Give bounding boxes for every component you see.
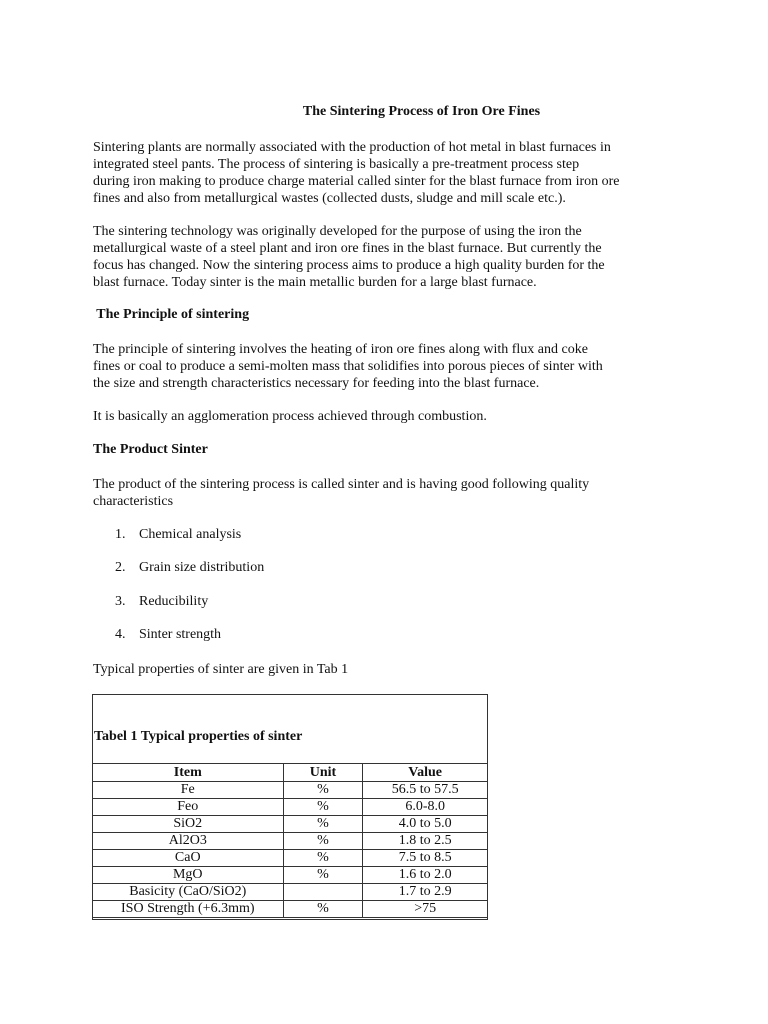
paragraph-table-intro: Typical properties of sinter are given in Tab 1	[93, 662, 349, 677]
table-row: ISO Strength (+6.3mm) % >75	[93, 901, 488, 918]
paragraph-agglomeration: It is basically an agglomeration process achieved through combustion.	[93, 409, 487, 424]
list-item: 2. Grain size distribution	[115, 560, 265, 575]
header-unit: Unit	[283, 764, 363, 782]
heading-product: The Product Sinter	[93, 442, 208, 457]
table-row: MgO % 1.6 to 2.0	[93, 867, 488, 884]
table-row: SiO2 % 4.0 to 5.0	[93, 816, 488, 833]
paragraph-technology: The sintering technology was originally developed for the purpose of using the iron the metallurgical waste of a steel plant and iron ore fines in the blast furnace. But currently the focus has changed. Now the sintering process aims to produce a high quality burden for the blast furnace. Today sinter is the main metallic burden for a large blast furnace.	[93, 224, 605, 290]
table-row: Feo % 6.0-8.0	[93, 799, 488, 816]
header-item: Item	[93, 764, 284, 782]
table-row: Al2O3 % 1.8 to 2.5	[93, 833, 488, 850]
list-item: 4. Sinter strength	[115, 627, 222, 642]
table-row: CaO % 7.5 to 8.5	[93, 850, 488, 867]
list-item: 1. Chemical analysis	[115, 527, 242, 542]
document-title: The Sintering Process of Iron Ore Fines	[302, 104, 541, 119]
table-row: Fe % 56.5 to 57.5	[93, 782, 488, 799]
table-header-row	[93, 764, 488, 782]
heading-principle: The Principle of sintering	[93, 307, 250, 322]
table-row: Basicity (CaO/SiO2) 1.7 to 2.9	[93, 884, 488, 901]
paragraph-product: The product of the sintering process is called sinter and is having good following quality characteristics	[93, 477, 590, 509]
table-caption: Tabel 1 Typical properties of sinter	[94, 729, 303, 744]
list-item: 3. Reducibility	[115, 594, 209, 609]
properties-table	[92, 763, 488, 918]
properties-table-box	[92, 694, 488, 920]
paragraph-principle: The principle of sintering involves the heating of iron ore fines along with flux and coke fines or coal to produce a semi-molten mass that solidifies into porous pieces of sinter with the size and strength characteristics necessary for feeding into the blast furnace.	[93, 342, 603, 391]
header-value: Value	[363, 764, 488, 782]
paragraph-intro: Sintering plants are normally associated with the production of hot metal in blast furnaces in integrated steel pants. The process of sintering is basically a pre-treatment process step during iron making to produce charge material called sinter for the blast furnace from iron ore fines and also from metallurgical wastes (collected dusts, sludge and mill scale etc.).	[93, 140, 620, 206]
